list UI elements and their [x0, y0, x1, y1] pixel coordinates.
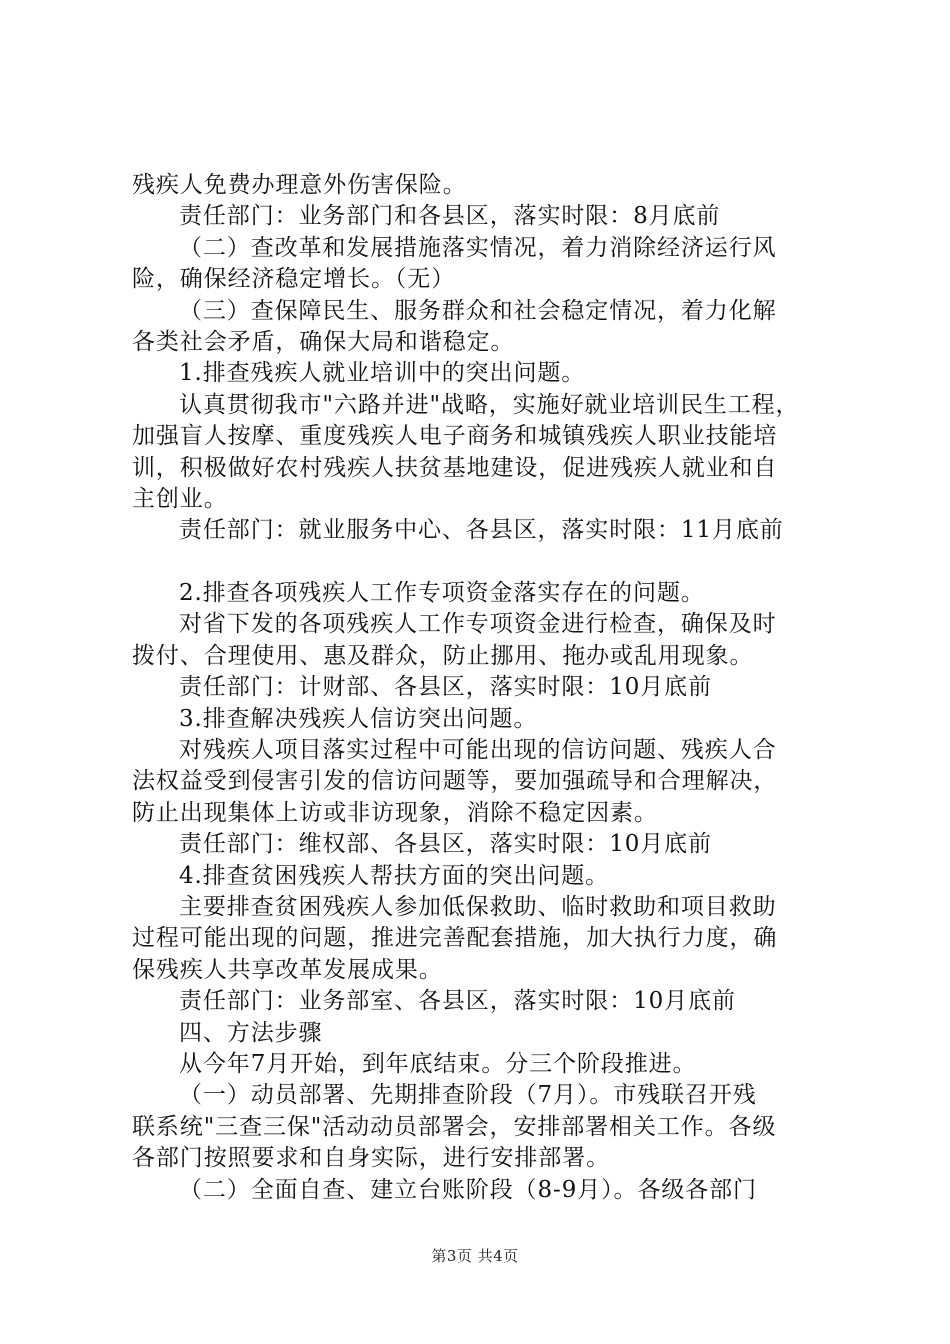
text-line: （二）查改革和发展措施落实情况，着力消除经济运行风 [179, 234, 777, 261]
text-line: 各部门按照要求和自身实际，进行安排部署。 [132, 1145, 610, 1172]
text-line: （一）动员部署、先期排查阶段（7月）。市残联召开残 [179, 1082, 757, 1109]
text-line: 四、方法步骤 [179, 1019, 323, 1046]
text-line: 拨付、合理使用、惠及群众，防止挪用、拖办或乱用现象。 [132, 642, 754, 669]
text-line: （二）全面自查、建立台账阶段（8-9月）。各级各部门 [179, 1176, 757, 1203]
page-footer: 第3页 共4页 [431, 1247, 519, 1265]
text-line: 责任部门：业务部门和各县区，落实时限：8月底前 [179, 203, 721, 230]
text-line: 主创业。 [132, 485, 228, 512]
text-line: 责任部门：维权部、各县区，落实时限：10月底前 [179, 831, 712, 858]
text-line: （三）查保障民生、服务群众和社会稳定情况，着力化解 [179, 297, 777, 324]
text-line: 各类社会矛盾，确保大局和谐稳定。 [132, 328, 515, 355]
text-line: 联系统"三查三保"活动动员部署会，安排部署相关工作。各级 [132, 1113, 777, 1140]
text-line: 认真贯彻我市"六路并进"战略，实施好就业培训民生工程， [179, 391, 800, 418]
document-body [132, 170, 832, 1206]
text-line: 过程可能出现的问题，推进完善配套措施，加大执行力度，确 [132, 925, 778, 952]
text-line: 对残疾人项目落实过程中可能出现的信访问题、残疾人合 [179, 737, 777, 764]
text-line: 1.排查残疾人就业培训中的突出问题。 [179, 360, 586, 387]
text-line: 2.排查各项残疾人工作专项资金落实存在的问题。 [179, 580, 705, 607]
blank-line [132, 547, 832, 578]
text-line: 责任部门：计财部、各县区，落实时限：10月底前 [179, 674, 712, 701]
text-line: 险，确保经济稳定增长。（无） [132, 266, 456, 293]
text-line: 残疾人免费办理意外伤害保险。 [132, 172, 467, 198]
text-line: 法权益受到侵害引发的信访问题等，要加强疏导和合理解决， [132, 768, 778, 795]
text-line: 责任部门：就业服务中心、各县区，落实时限：11月底前 [179, 517, 784, 544]
text-line: 从今年7月开始，到年底结束。分三个阶段推进。 [179, 1050, 697, 1077]
text-line: 训，积极做好农村残疾人扶贫基地建设，促进残疾人就业和自 [132, 454, 778, 481]
text-line: 3.排查解决残疾人信访突出问题。 [179, 705, 538, 732]
text-line: 4.排查贫困残疾人帮扶方面的突出问题。 [179, 862, 610, 889]
text-line: 防止出现集体上访或非访现象，消除不稳定因素。 [132, 799, 658, 826]
text-line: 保残疾人共享改革发展成果。 [132, 956, 443, 983]
text-line: 责任部门：业务部室、各县区，落实时限：10月底前 [179, 988, 736, 1015]
text-line: 主要排查贫困残疾人参加低保救助、临时救助和项目救助 [179, 893, 777, 920]
text-line: 加强盲人按摩、重度残疾人电子商务和城镇残疾人职业技能培 [132, 423, 778, 450]
text-line: 对省下发的各项残疾人工作专项资金进行检查，确保及时 [179, 611, 777, 638]
